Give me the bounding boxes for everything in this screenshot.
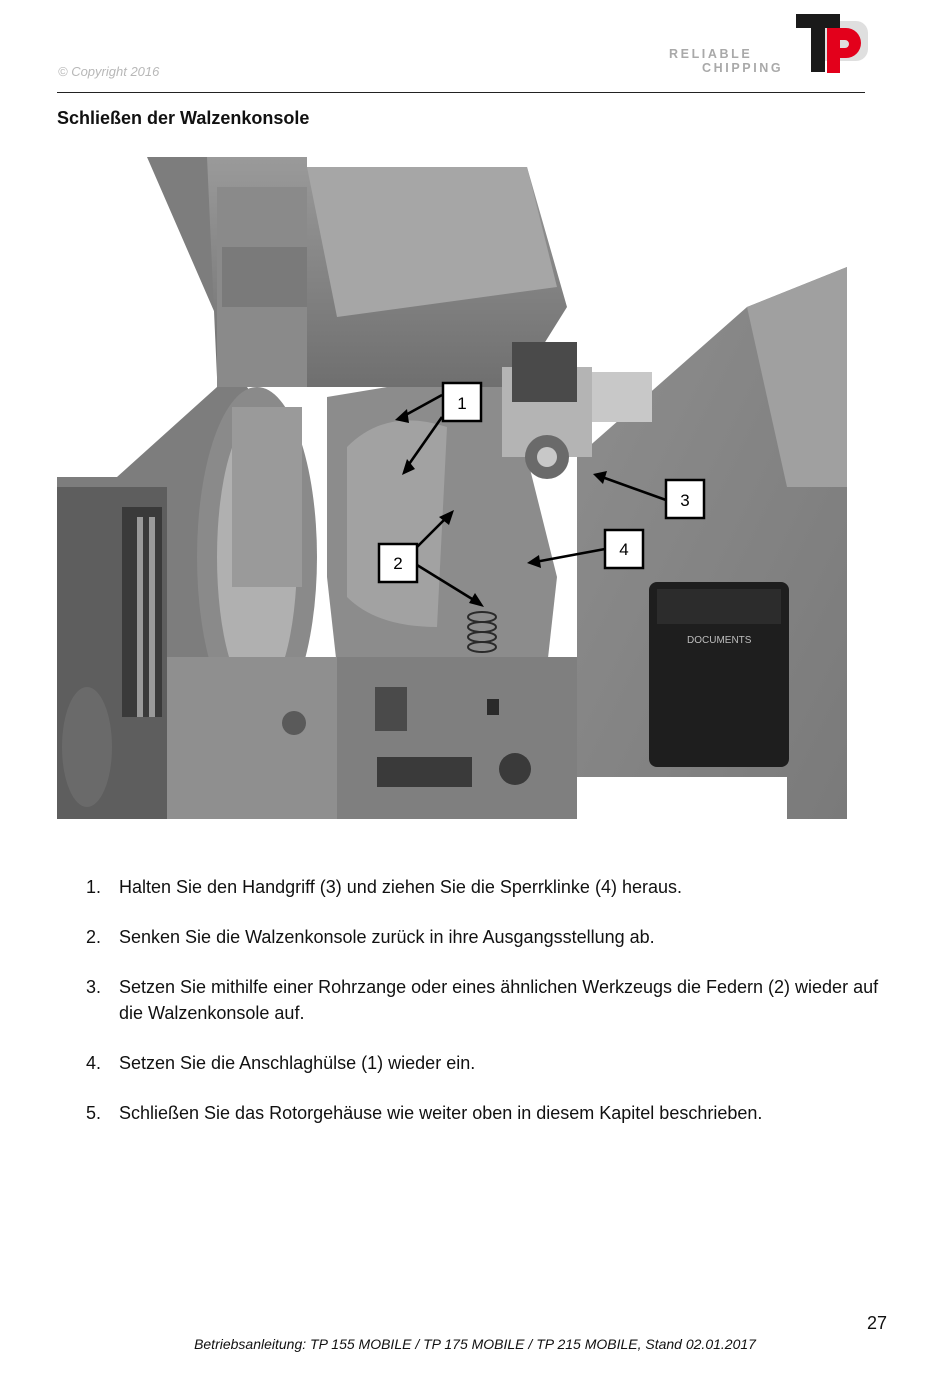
callout-4-label: 4 (619, 540, 629, 559)
instruction-step (86, 924, 886, 950)
callout-3-label: 3 (680, 491, 690, 510)
step-text: Setzen Sie die Anschlaghülse (1) wieder ein. (119, 1053, 476, 1073)
page-number: 27 (866, 1313, 887, 1333)
instruction-step (86, 1100, 886, 1126)
documents-label: DOCUMENTS (687, 635, 752, 646)
tagline-line-1: RELIABLE (669, 47, 753, 61)
brand-tagline (669, 47, 783, 75)
callout-1-label: 1 (457, 394, 467, 413)
instruction-step (86, 974, 886, 1026)
machine-roller-console-illustration-icon (57, 157, 847, 819)
instruction-step (86, 874, 886, 900)
instruction-list (86, 874, 886, 1150)
callout-1 (443, 383, 481, 421)
step-text: Halten Sie den Handgriff (3) und ziehen Sie die Sperrklinke (4) heraus. (119, 877, 682, 897)
page-footer: Betriebsanleitung: TP 155 MOBILE / TP 175 MOBILE / TP 215 MOBILE, Stand 02.01.2017 (194, 1336, 756, 1352)
callout-2-label: 2 (393, 554, 403, 573)
step-number: 3. (86, 977, 102, 997)
step-number: 2. (86, 927, 102, 947)
step-text: Senken Sie die Walzenkonsole zurück in ihre Ausgangsstellung ab. (119, 927, 655, 947)
step-number: 4. (86, 1053, 102, 1073)
tagline-line-2: CHIPPING (702, 61, 784, 75)
step-number: 1. (86, 877, 102, 897)
section-heading: Schließen der Walzenkonsole (57, 108, 310, 128)
tp-logo (794, 11, 870, 77)
step-number: 5. (86, 1103, 102, 1123)
step-text: Setzen Sie mithilfe einer Rohrzange oder eines ähnlichen Werkzeugs die Federn (2) wieder auf die Walzenkonsole auf. (119, 977, 879, 1023)
copyright-notice: © Copyright 2016 (58, 64, 160, 79)
instruction-step (86, 1050, 886, 1076)
machine-illustration (57, 157, 847, 819)
callout-4 (605, 530, 643, 568)
callout-3 (666, 480, 704, 518)
page-header (57, 0, 865, 93)
callout-2 (379, 544, 417, 582)
step-text: Schließen Sie das Rotorgehäuse wie weiter oben in diesem Kapitel beschrieben. (119, 1103, 763, 1123)
